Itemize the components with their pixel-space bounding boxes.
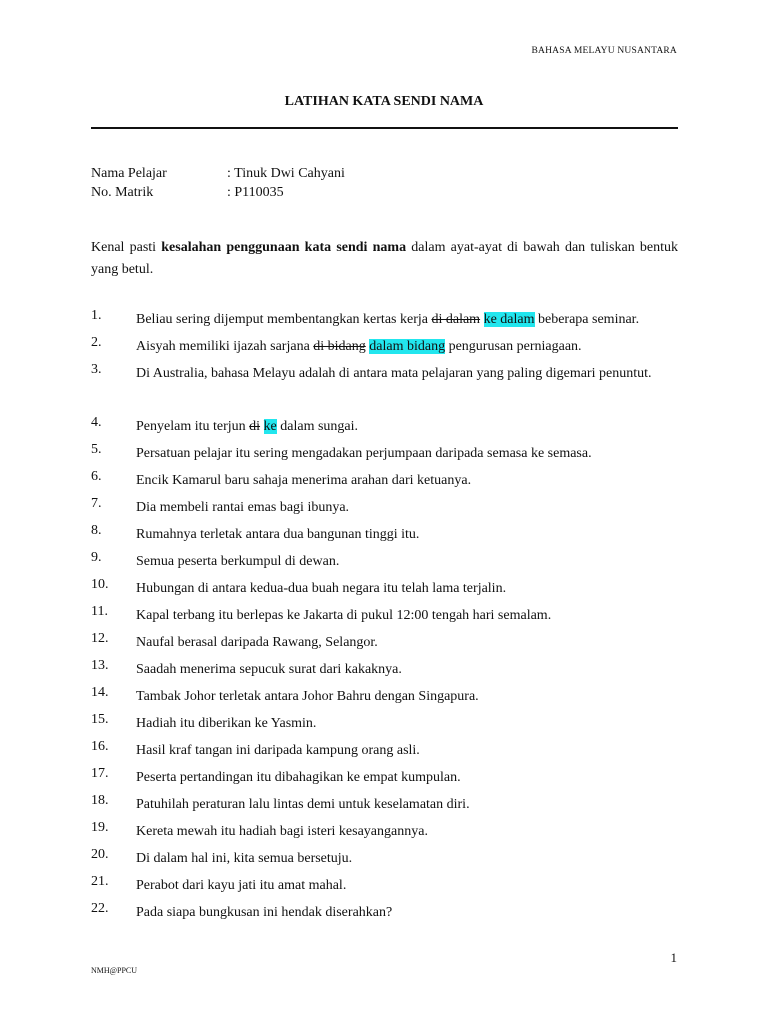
- exercise-number: 17.: [91, 766, 109, 781]
- exercise-number: 3.: [91, 362, 102, 377]
- exercise-number: 18.: [91, 793, 109, 808]
- exercise-number: 5.: [91, 442, 102, 457]
- exercise-sentence: Peserta pertandingan itu dibahagikan ke empat kumpulan.: [136, 770, 461, 785]
- exercise-number: 11.: [91, 604, 108, 619]
- exercise-sentence: Hadiah itu diberikan ke Yasmin.: [136, 716, 317, 731]
- exercise-sentence: Encik Kamarul baru sahaja menerima arahan dari ketuanya.: [136, 473, 472, 488]
- exercise-sentence: [136, 308, 678, 331]
- exercise-number: 12.: [91, 631, 109, 646]
- exercise-sentence: [136, 415, 678, 438]
- instruction-text: [91, 237, 678, 281]
- page-number: 1: [670, 950, 677, 965]
- instruction-before: Kenal pasti: [91, 240, 162, 255]
- student-matric-value: : P110035: [227, 185, 284, 200]
- exercise-number: 9.: [91, 550, 102, 565]
- course-header: BAHASA MELAYU NUSANTARA: [531, 46, 677, 56]
- exercise-sentence: Pada siapa bungkusan ini hendak diserahkan?: [136, 905, 393, 920]
- exercise-sentence: Perabot dari kayu jati itu amat mahal.: [136, 878, 347, 893]
- exercise-sentence: Rumahnya terletak antara dua bangunan tinggi itu.: [136, 527, 420, 542]
- exercise-sentence: Kapal terbang itu berlepas ke Jakarta di pukul 12:00 tengah hari semalam.: [136, 608, 552, 623]
- exercise-sentence: Patuhilah peraturan lalu lintas demi untuk keselamatan diri.: [136, 797, 470, 812]
- exercise-sentence: Persatuan pelajar itu sering mengadakan perjumpaan daripada semasa ke semasa.: [136, 446, 592, 461]
- exercise-number: 13.: [91, 658, 109, 673]
- footer-text: NMH@PPCU: [91, 966, 138, 975]
- page-title: LATIHAN KATA SENDI NAMA: [284, 94, 484, 109]
- sentence-after: pengurusan perniagaan.: [445, 339, 582, 354]
- sentence-after: beberapa seminar.: [534, 312, 640, 327]
- exercise-sentence: Hubungan di antara kedua-dua buah negara itu telah lama terjalin.: [136, 581, 507, 596]
- highlighted-correction: dalam bidang: [369, 339, 446, 354]
- struck-correction: di bidang: [313, 339, 366, 354]
- instruction-after: dalam ayat-ayat di bawah dan tuliskan bentuk yang betul.: [91, 240, 678, 277]
- sentence-before: Beliau sering dijemput membentangkan kertas kerja: [136, 312, 432, 327]
- exercise-sentence: Semua peserta berkumpul di dewan.: [136, 554, 340, 569]
- exercise-sentence: Di Australia, bahasa Melayu adalah di antara mata pelajaran yang paling digemari penuntut.: [136, 366, 652, 381]
- exercise-sentence: Di dalam hal ini, kita semua bersetuju.: [136, 851, 353, 866]
- struck-correction: di dalam: [431, 312, 481, 327]
- sentence-before: Aisyah memiliki ijazah sarjana: [136, 339, 314, 354]
- exercise-number: 8.: [91, 523, 102, 538]
- exercise-sentence: [136, 335, 678, 358]
- exercise-sentence: Tambak Johor terletak antara Johor Bahru dengan Singapura.: [136, 689, 479, 704]
- exercise-number: 4.: [91, 415, 102, 430]
- exercise-sentence: Saadah menerima sepucuk surat dari kakaknya.: [136, 662, 402, 677]
- exercise-number: 20.: [91, 847, 109, 862]
- exercise-number: 7.: [91, 496, 102, 511]
- highlighted-correction: ke dalam: [483, 312, 535, 327]
- exercise-sentence: Kereta mewah itu hadiah bagi isteri kesayangannya.: [136, 824, 428, 839]
- exercise-number: 10.: [91, 577, 109, 592]
- exercise-number: 1.: [91, 308, 102, 323]
- exercise-number: 14.: [91, 685, 109, 700]
- exercise-sentence: Hasil kraf tangan ini daripada kampung orang asli.: [136, 743, 420, 758]
- struck-correction: di: [249, 419, 261, 434]
- exercise-number: 21.: [91, 874, 109, 889]
- exercise-number: 19.: [91, 820, 109, 835]
- student-name-label: Nama Pelajar: [91, 166, 167, 181]
- sentence-before: Penyelam itu terjun: [136, 419, 250, 434]
- instruction-bold: kesalahan penggunaan kata sendi nama: [161, 240, 407, 255]
- exercise-sentence: Naufal berasal daripada Rawang, Selangor.: [136, 635, 378, 650]
- exercise-number: 15.: [91, 712, 109, 727]
- highlighted-correction: ke: [263, 419, 277, 434]
- sentence-after: dalam sungai.: [276, 419, 359, 434]
- title-divider: [91, 127, 678, 129]
- exercise-number: 6.: [91, 469, 102, 484]
- exercise-number: 2.: [91, 335, 102, 350]
- exercise-sentence: Dia membeli rantai emas bagi ibunya.: [136, 500, 350, 515]
- exercise-number: 16.: [91, 739, 109, 754]
- student-matric-label: No. Matrik: [91, 185, 154, 200]
- exercise-number: 22.: [91, 901, 109, 916]
- student-name-value: : Tinuk Dwi Cahyani: [227, 166, 345, 181]
